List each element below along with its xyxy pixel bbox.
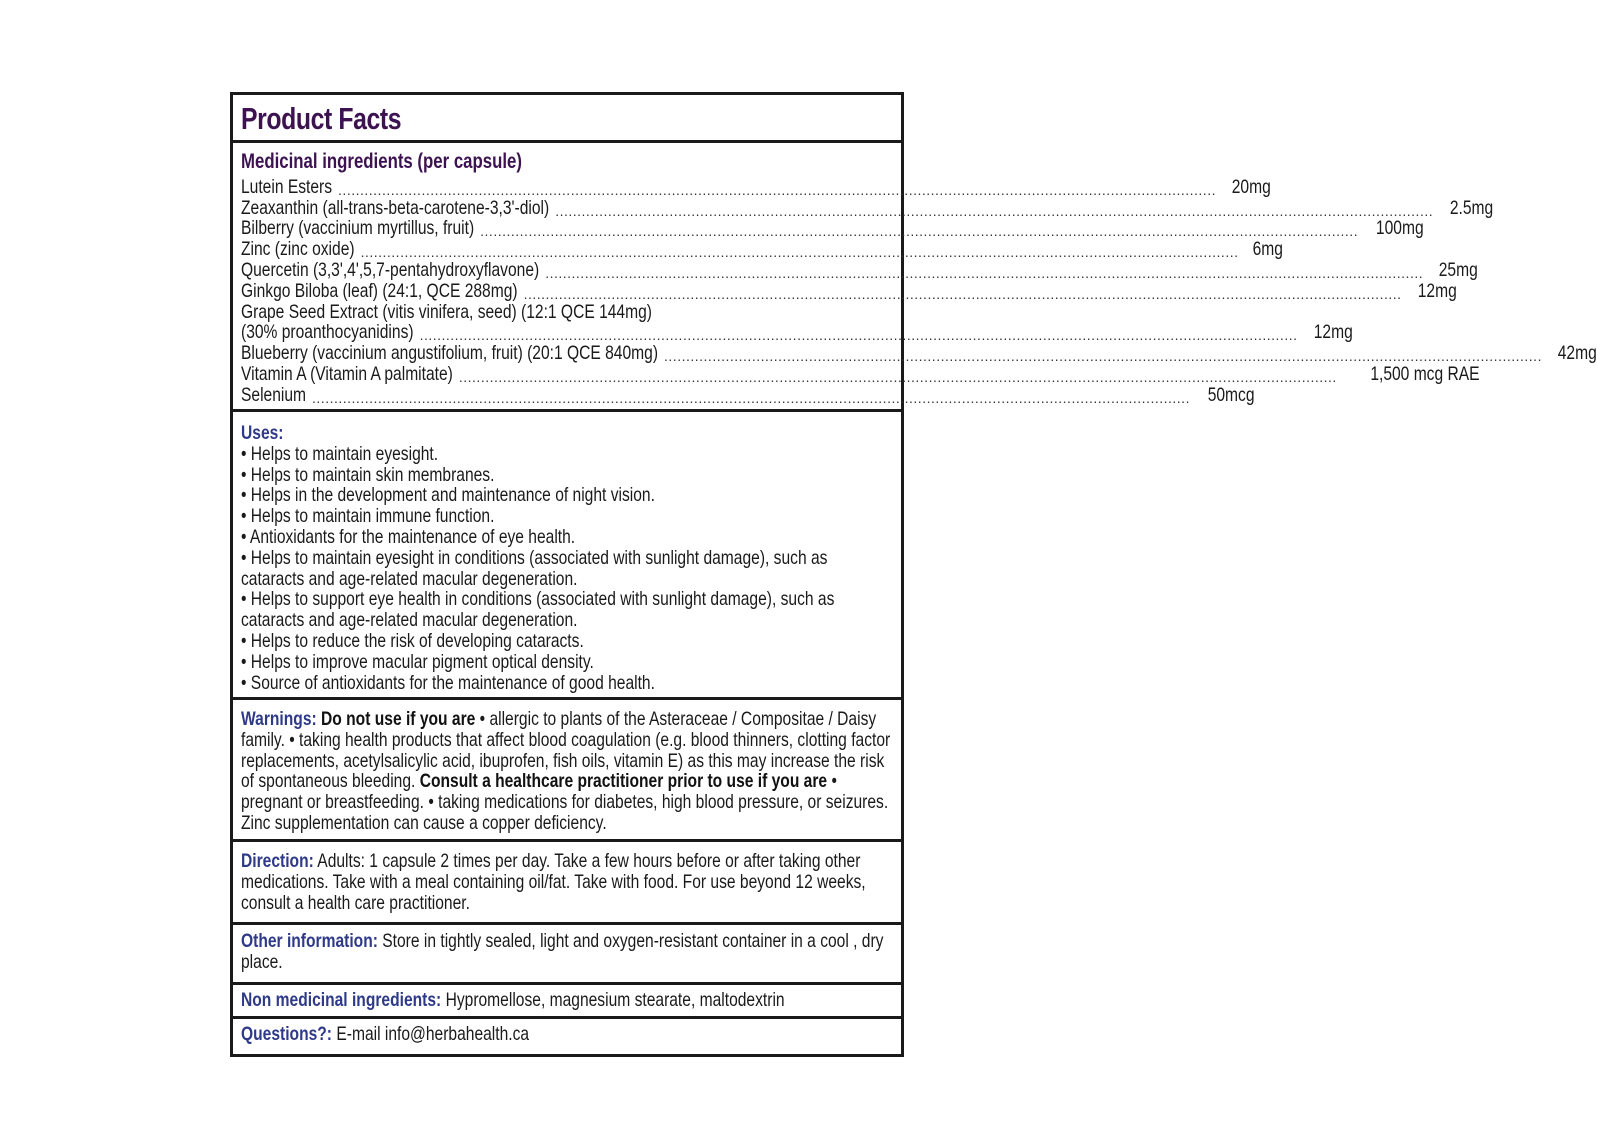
use-item: • Antioxidants for the maintenance of eye health. bbox=[241, 525, 576, 548]
uses-label: Uses: bbox=[241, 422, 284, 444]
use-item: • Source of antioxidants for the maintenance of good health. bbox=[241, 671, 655, 694]
uses-section bbox=[233, 412, 901, 700]
direction-text bbox=[241, 851, 893, 913]
ingredient-amount: 50mcg bbox=[1207, 383, 1255, 406]
ingredient-amount: 1,500 mcg RAE bbox=[1370, 362, 1480, 385]
other-information-section bbox=[233, 925, 901, 985]
use-item: • Helps to reduce the risk of developing cataracts. bbox=[241, 629, 584, 652]
direction-section bbox=[233, 842, 901, 925]
use-item: • Helps to improve macular pigment optical density. bbox=[241, 650, 594, 673]
ingredient-amount: 12mg bbox=[1313, 321, 1353, 344]
ingredient-name: Blueberry (vaccinium angustifolium, fruit) (20:1 QCE 840mg) bbox=[241, 342, 659, 365]
warnings-text-1: • allergic to plants of the Asteraceae / Compositae / Daisy family. • taking health products that affect blood coagulation (e.g. blood thinners, clotting factor replacements, acetylsalicylic acid, ibuprofen, fish oils, vitamin E) as this may increase the risk of spontaneous bleeding. bbox=[241, 708, 891, 793]
warnings-bold-1: Do not use if you are bbox=[321, 708, 476, 730]
ingredient-row bbox=[241, 383, 1255, 407]
product-facts-panel bbox=[230, 92, 1597, 1057]
non-medicinal-label: Non medicinal ingredients: bbox=[241, 989, 442, 1011]
ingredient-name: Grape Seed Extract (vitis vinifera, seed) (12:1 QCE 144mg) bbox=[241, 300, 652, 323]
other-information-label: Other information: bbox=[241, 930, 378, 952]
use-item: • Helps to support eye health in conditions (associated with sunlight damage), such as cataracts and age-related macular degeneration. bbox=[241, 588, 835, 632]
ingredient-amount: 100mg bbox=[1376, 217, 1424, 240]
medicinal-heading: Medicinal ingredients (per capsule) bbox=[241, 150, 522, 173]
ingredient-list bbox=[241, 175, 1597, 407]
dot-leader: ........................................................................................................................................................................................................ bbox=[480, 223, 1359, 240]
warnings-text-2: • pregnant or breastfeeding. • taking medications for diabetes, high blood pressure, or seizures. Zinc supplementation can cause a copper deficiency. bbox=[241, 770, 889, 834]
questions-label: Questions?: bbox=[241, 1023, 333, 1045]
warnings-section bbox=[233, 700, 901, 842]
dot-leader: ........................................................................................................................................................................................................ bbox=[338, 181, 1216, 198]
ingredient-amount: 6mg bbox=[1252, 238, 1283, 261]
medicinal-ingredients-section bbox=[233, 143, 1597, 412]
ingredient-name: Zeaxanthin (all-trans-beta-carotene-3,3'-diol) bbox=[241, 196, 550, 219]
non-medicinal-body: Hypromellose, magnesium stearate, maltodextrin bbox=[441, 989, 785, 1011]
direction-label: Direction: bbox=[241, 850, 314, 872]
non-medicinal-section bbox=[233, 985, 901, 1019]
uses-text bbox=[241, 423, 893, 693]
direction-body: Adults: 1 capsule 2 times per day. Take a few hours before or after taking other medications. Take with a meal containing oil/fat. Take with food. For use beyond 12 weeks, consult a health care practitioner. bbox=[241, 850, 866, 914]
use-item: • Helps to maintain eyesight in conditions (associated with sunlight damage), such as cataracts and age-related macular degeneration. bbox=[241, 546, 828, 590]
warnings-bold-2: Consult a healthcare practitioner prior to use if you are bbox=[419, 770, 828, 793]
ingredient-amount: 25mg bbox=[1438, 258, 1478, 281]
other-information-body: Store in tightly sealed, light and oxygen-resistant container in a cool , dry place. bbox=[241, 930, 884, 973]
ingredient-name: Ginkgo Biloba (leaf) (24:1, QCE 288mg) bbox=[241, 279, 518, 302]
title-section bbox=[233, 95, 901, 143]
questions-body: E-mail info@herbahealth.ca bbox=[332, 1023, 530, 1045]
dot-leader: ........................................................................................................................................................................................................ bbox=[555, 202, 1434, 219]
questions-text bbox=[241, 1024, 893, 1045]
dot-leader: ........................................................................................................................................................................................................ bbox=[545, 264, 1424, 281]
use-item: • Helps in the development and maintenance of night vision. bbox=[241, 484, 655, 507]
dot-leader: ........................................................................................................................................................................................................ bbox=[523, 285, 1402, 302]
use-item: • Helps to maintain eyesight. bbox=[241, 442, 439, 465]
ingredient-name: Vitamin A (Vitamin A palmitate) bbox=[241, 362, 453, 385]
ingredient-row bbox=[241, 362, 1480, 386]
other-information-text bbox=[241, 931, 893, 973]
ingredient-name: Bilberry (vaccinium myrtillus, fruit) bbox=[241, 217, 475, 240]
ingredient-name: Quercetin (3,3',4',5,7-pentahydroxyflavone) bbox=[241, 258, 540, 281]
ingredient-name: Lutein Esters bbox=[241, 175, 333, 198]
dot-leader: ........................................................................................................................................................................................................ bbox=[312, 389, 1190, 406]
ingredient-name: Selenium bbox=[241, 383, 307, 406]
ingredient-amount: 12mg bbox=[1417, 279, 1457, 302]
dot-leader: ........................................................................................................................................................................................................ bbox=[664, 348, 1542, 365]
ingredient-name: Zinc (zinc oxide) bbox=[241, 238, 355, 261]
ingredient-amount: 2.5mg bbox=[1449, 196, 1494, 219]
warnings-text bbox=[241, 709, 893, 834]
uses-list bbox=[241, 444, 893, 694]
warnings-label: Warnings: bbox=[241, 708, 317, 730]
dot-leader: ........................................................................................................................................................................................................ bbox=[419, 327, 1298, 344]
ingredient-amount: 20mg bbox=[1231, 175, 1271, 198]
non-medicinal-text bbox=[241, 990, 893, 1011]
use-item: • Helps to maintain skin membranes. bbox=[241, 463, 495, 486]
dot-leader: ........................................................................................................................................................................................................ bbox=[458, 368, 1337, 385]
dot-leader: ........................................................................................................................................................................................................ bbox=[360, 244, 1239, 261]
questions-section bbox=[233, 1019, 901, 1054]
page-title: Product Facts bbox=[241, 101, 402, 136]
ingredient-amount: 42mg bbox=[1557, 342, 1597, 365]
use-item: • Helps to maintain immune function. bbox=[241, 505, 495, 528]
ingredient-name: (30% proanthocyanidins) bbox=[241, 321, 414, 344]
